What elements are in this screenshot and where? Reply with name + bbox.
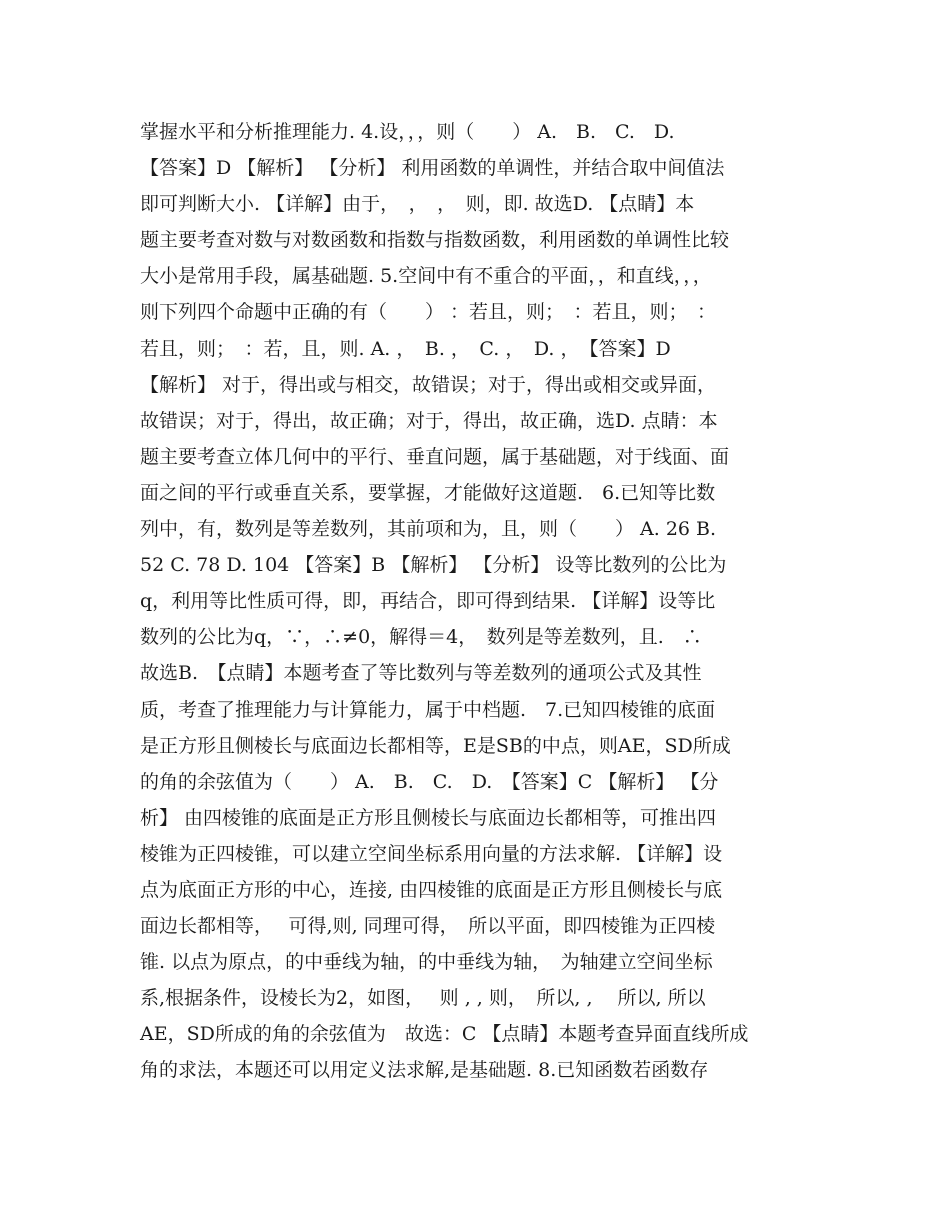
text-line: 掌握水平和分析推理能力. 4.设，，，则（ ） A. B. C. D. [140, 121, 675, 143]
text-line: 锥. 以点为原点，的中垂线为轴，的中垂线为轴， 为轴建立空间坐标 [140, 951, 713, 974]
text-line: 52 C. 78 D. 104 【答案】B 【解析】 【分析】 设等比数列的公比为 [140, 554, 727, 577]
text-line: 故选B. 【点睛】本题考查了等比数列与等差数列的通项公式及其性 [140, 662, 702, 685]
text-line: AE，SD所成的角的余弦值为 故选：C 【点睛】本题考查异面直线所成 [140, 1023, 749, 1046]
text-line: 【解析】 对于，得出或与相交，故错误；对于，得出或相交或异面， [140, 373, 717, 396]
text-line: 大小是常用手段，属基础题. 5.空间中有不重合的平面，，和直线，，， [140, 265, 712, 288]
text-line: q，利用等比性质可得，即，再结合，即可得到结果. 【详解】设等比 [140, 590, 716, 613]
text-line: 即可判断大小. 【详解】由于， ， ， 则，即. 故选D. 【点睛】本 [140, 193, 695, 216]
text-line: 若且，则； ：若，且，则. A. ， B. ， C. ， D. ， 【答案】D [140, 337, 671, 360]
text-line: 故错误；对于，得出，故正确；对于，得出，故正确，选D. 点睛：本 [140, 409, 718, 432]
text-line: 则下列四个命题中正确的有（ ） ：若且，则； ：若且，则； ： [140, 301, 717, 324]
text-line: 面边长都相等， 可得,则, 同理可得， 所以平面，即四棱锥为正四棱 [140, 915, 716, 938]
text-line: 质，考查了推理能力与计算能力，属于中档题. 7.已知四棱锥的底面 [140, 698, 716, 721]
text-line: 是正方形且侧棱长与底面边长都相等，E是SB的中点，则AE，SD所成 [140, 734, 731, 757]
text-line: 【答案】D 【解析】 【分析】 利用函数的单调性，并结合取中间值法 [140, 157, 725, 180]
text-line: 系,根据条件，设棱长为2，如图， 则 , , 则， 所以, , 所以, 所以 [140, 987, 706, 1010]
text-line: 题主要考查立体几何中的平行、垂直问题，属于基础题，对于线面、面 [140, 445, 730, 468]
text-line: 点为底面正方形的中心，连接, 由四棱锥的底面是正方形且侧棱长与底 [140, 878, 723, 901]
text-line: 题主要考查对数与对数函数和指数与指数函数，利用函数的单调性比较 [140, 229, 730, 252]
text-line: 的角的余弦值为（ ） A. B. C. D. 【答案】C 【解析】 【分 [140, 770, 719, 793]
text-line: 数列的公比为q，∵，∴≠0，解得＝4， 数列是等差数列，且. ∴ [140, 626, 702, 649]
text-line: 列中，有，数列是等差数列，其前项和为，且，则（ ） A. 26 B. [140, 518, 717, 541]
text-line: 析】 由四棱锥的底面是正方形且侧棱长与底面边长都相等，可推出四 [140, 806, 717, 829]
text-line: 角的求法，本题还可以用定义法求解,是基础题. 8.已知函数若函数存 [140, 1059, 709, 1082]
document-body-text [140, 114, 820, 1089]
text-line: 棱锥为正四棱锥，可以建立空间坐标系用向量的方法求解. 【详解】设 [140, 842, 723, 865]
text-line: 面之间的平行或垂直关系，要掌握，才能做好这道题. 6.已知等比数 [140, 481, 716, 504]
